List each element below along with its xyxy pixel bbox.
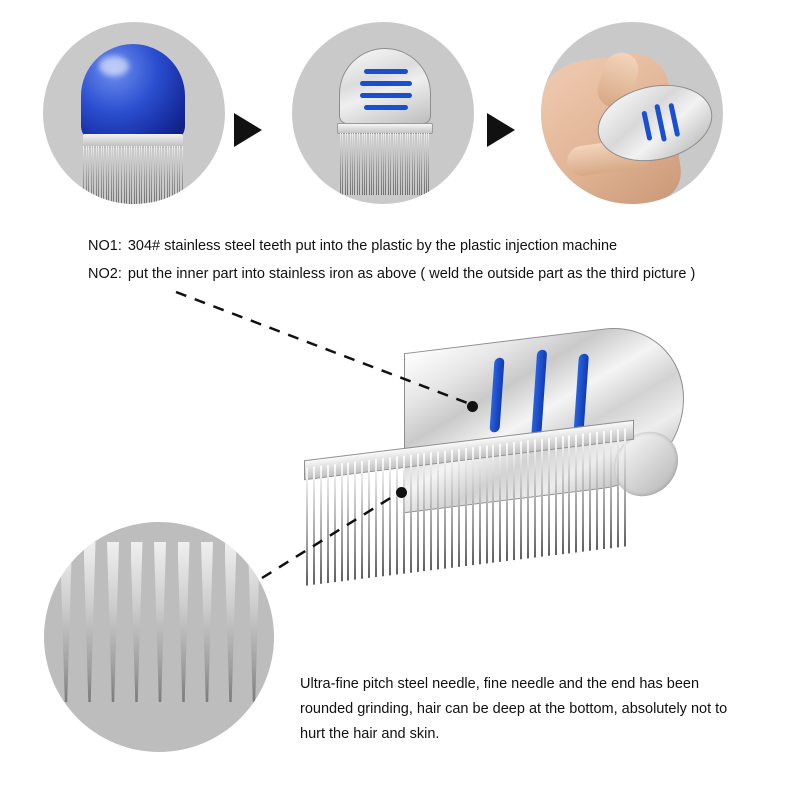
comb-tooth [373,133,374,195]
comb-tooth [101,146,102,204]
comb-tooth [111,146,112,204]
comb-tooth [354,461,356,579]
callout-dot-head [467,401,478,412]
comb-tooth [371,133,372,195]
blue-plastic-handle [81,44,185,142]
note-1-label: NO1: [88,238,122,254]
comb-tooth [562,436,564,554]
note-2-label: NO2: [88,266,122,282]
comb-tooth [428,133,429,195]
needle [225,542,237,702]
comb-tooth [172,146,173,204]
comb-tooth [347,133,348,195]
comb-tooth [444,450,446,568]
comb-tooth [108,146,109,204]
comb-tooth [164,146,165,204]
blue-stripe [360,93,412,98]
comb-tooth [362,133,363,195]
blue-stripe [654,104,667,142]
comb-tooth [400,133,401,195]
comb-tooth [352,133,353,195]
comb-tooth [403,456,405,574]
comb-tooth [376,133,377,195]
comb-tooth [479,446,481,564]
comb-tooth [347,462,349,580]
comb-tooth [334,464,336,582]
comb-tooth [116,146,117,204]
comb-tooth [361,461,363,579]
blue-stripe [364,69,408,74]
comb-tooth [472,447,474,565]
comb-tooth [129,146,130,204]
comb-tooth [106,146,107,204]
step-2-teeth [340,133,430,195]
comb-tooth [354,133,355,195]
needle [178,542,190,702]
comb-tooth [465,448,467,566]
comb-tooth [320,466,322,584]
comb-tooth [395,133,396,195]
comb-tooth [159,146,160,204]
comb-tooth [419,133,420,195]
comb-tooth [313,467,315,585]
comb-tooth [555,437,557,555]
comb-tooth [407,133,408,195]
comb-tooth [169,146,170,204]
comb-tooth [306,467,308,585]
comb-tooth [430,452,432,570]
comb-tooth [345,133,346,195]
arrow-right-icon [234,113,262,147]
comb-tooth [383,133,384,195]
comb-tooth [410,455,412,573]
comb-tooth [405,133,406,195]
comb-tooth [136,146,137,204]
comb-tooth [139,146,140,204]
comb-tooth [151,146,152,204]
comb-tooth [389,457,391,575]
blue-stripe [641,111,652,141]
comb-tooth [575,434,577,552]
needle [248,542,260,702]
blue-stripe [668,103,680,137]
comb-tooth [458,449,460,567]
comb-tooth [182,146,183,204]
comb-tooth [423,453,425,571]
comb-tooth [396,456,398,574]
step-3-image [541,22,723,204]
comb-tooth [340,133,341,195]
comb-tooth [617,429,619,547]
comb-tooth [541,439,543,557]
comb-tooth [88,146,89,204]
comb-tooth [381,133,382,195]
comb-tooth [589,433,591,551]
comb-tooth [154,146,155,204]
comb-tooth [113,146,114,204]
comb-tooth [397,133,398,195]
comb-tooth [506,443,508,561]
blue-stripe [364,105,408,110]
comb-tooth [624,428,626,546]
comb-tooth [341,463,343,581]
comb-tooth [146,146,147,204]
needle-closeup-image [44,522,274,752]
comb-tooth [124,146,125,204]
comb-tooth [393,133,394,195]
bottom-description: Ultra-fine pitch steel needle, fine needle and the end has been rounded grinding, hair can be deep at the bottom, absolutely not to hurt the hair and skin. [300,676,728,742]
comb-tooth [385,133,386,195]
comb-tooth [426,133,427,195]
comb-tooth [156,146,157,204]
comb-tooth [610,430,612,548]
comb-tooth [568,435,570,553]
comb-tooth [369,133,370,195]
comb-tooth [368,460,370,578]
note-line-2 [88,266,695,282]
comb-tooth [390,133,391,195]
main-product-image [284,336,684,576]
comb-tooth [327,465,329,583]
comb-tooth [402,133,403,195]
comb-tooth [131,146,132,204]
comb-tooth [424,133,425,195]
comb-tooth [121,146,122,204]
comb-tooth [96,146,97,204]
comb-tooth [412,133,413,195]
comb-tooth [451,450,453,568]
arrow-right-icon [487,113,515,147]
comb-tooth [174,146,175,204]
comb-tooth [179,146,180,204]
comb-tooth [161,146,162,204]
blue-stripe [360,81,412,86]
comb-tooth [141,146,142,204]
steel-head [339,48,431,124]
comb-tooth [486,445,488,563]
comb-tooth [548,438,550,556]
comb-tooth [596,432,598,550]
comb-tooth [126,146,127,204]
comb-tooth [98,146,99,204]
comb-tooth [534,439,536,557]
comb-tooth [118,146,119,204]
needle [154,542,166,702]
comb-tooth [603,431,605,549]
main-comb-teeth [306,428,626,585]
needle [107,542,119,702]
comb-tooth [417,454,419,572]
needle-group [60,542,260,732]
comb-tooth [375,459,377,577]
comb-tooth [93,146,94,204]
comb-tooth [382,458,384,576]
comb-tooth [437,451,439,569]
note-1-text: 304# stainless steel teeth put into the plastic by the plastic injection machine [127,238,618,254]
comb-tooth [357,133,358,195]
comb-tooth [103,146,104,204]
comb-tooth [582,433,584,551]
comb-tooth [409,133,410,195]
comb-tooth [378,133,379,195]
step-1-image [43,22,225,204]
note-line-1 [88,238,617,254]
comb-tooth [492,445,494,563]
comb-tooth [177,146,178,204]
comb-tooth [144,146,145,204]
needle [131,542,143,702]
callout-dot-teeth [396,487,407,498]
comb-tooth [388,133,389,195]
comb-tooth [513,442,515,560]
comb-tooth [414,133,415,195]
comb-tooth [527,440,529,558]
comb-tooth [134,146,135,204]
needle [60,542,72,702]
comb-tooth [83,146,84,204]
needle [84,542,96,702]
step-1-teeth [83,146,183,204]
comb-tooth [499,444,501,562]
comb-tooth [417,133,418,195]
comb-tooth [149,146,150,204]
comb-tooth [350,133,351,195]
comb-tooth [359,133,360,195]
comb-tooth [86,146,87,204]
note-2-text: put the inner part into stainless iron as above ( weld the outside part as the third picture ) [127,266,696,282]
comb-tooth [342,133,343,195]
comb-tooth [421,133,422,195]
needle [201,542,213,702]
comb-tooth [91,146,92,204]
step-2-image [292,22,474,204]
comb-tooth [366,133,367,195]
comb-tooth [167,146,168,204]
comb-tooth [364,133,365,195]
comb-tooth [520,441,522,559]
